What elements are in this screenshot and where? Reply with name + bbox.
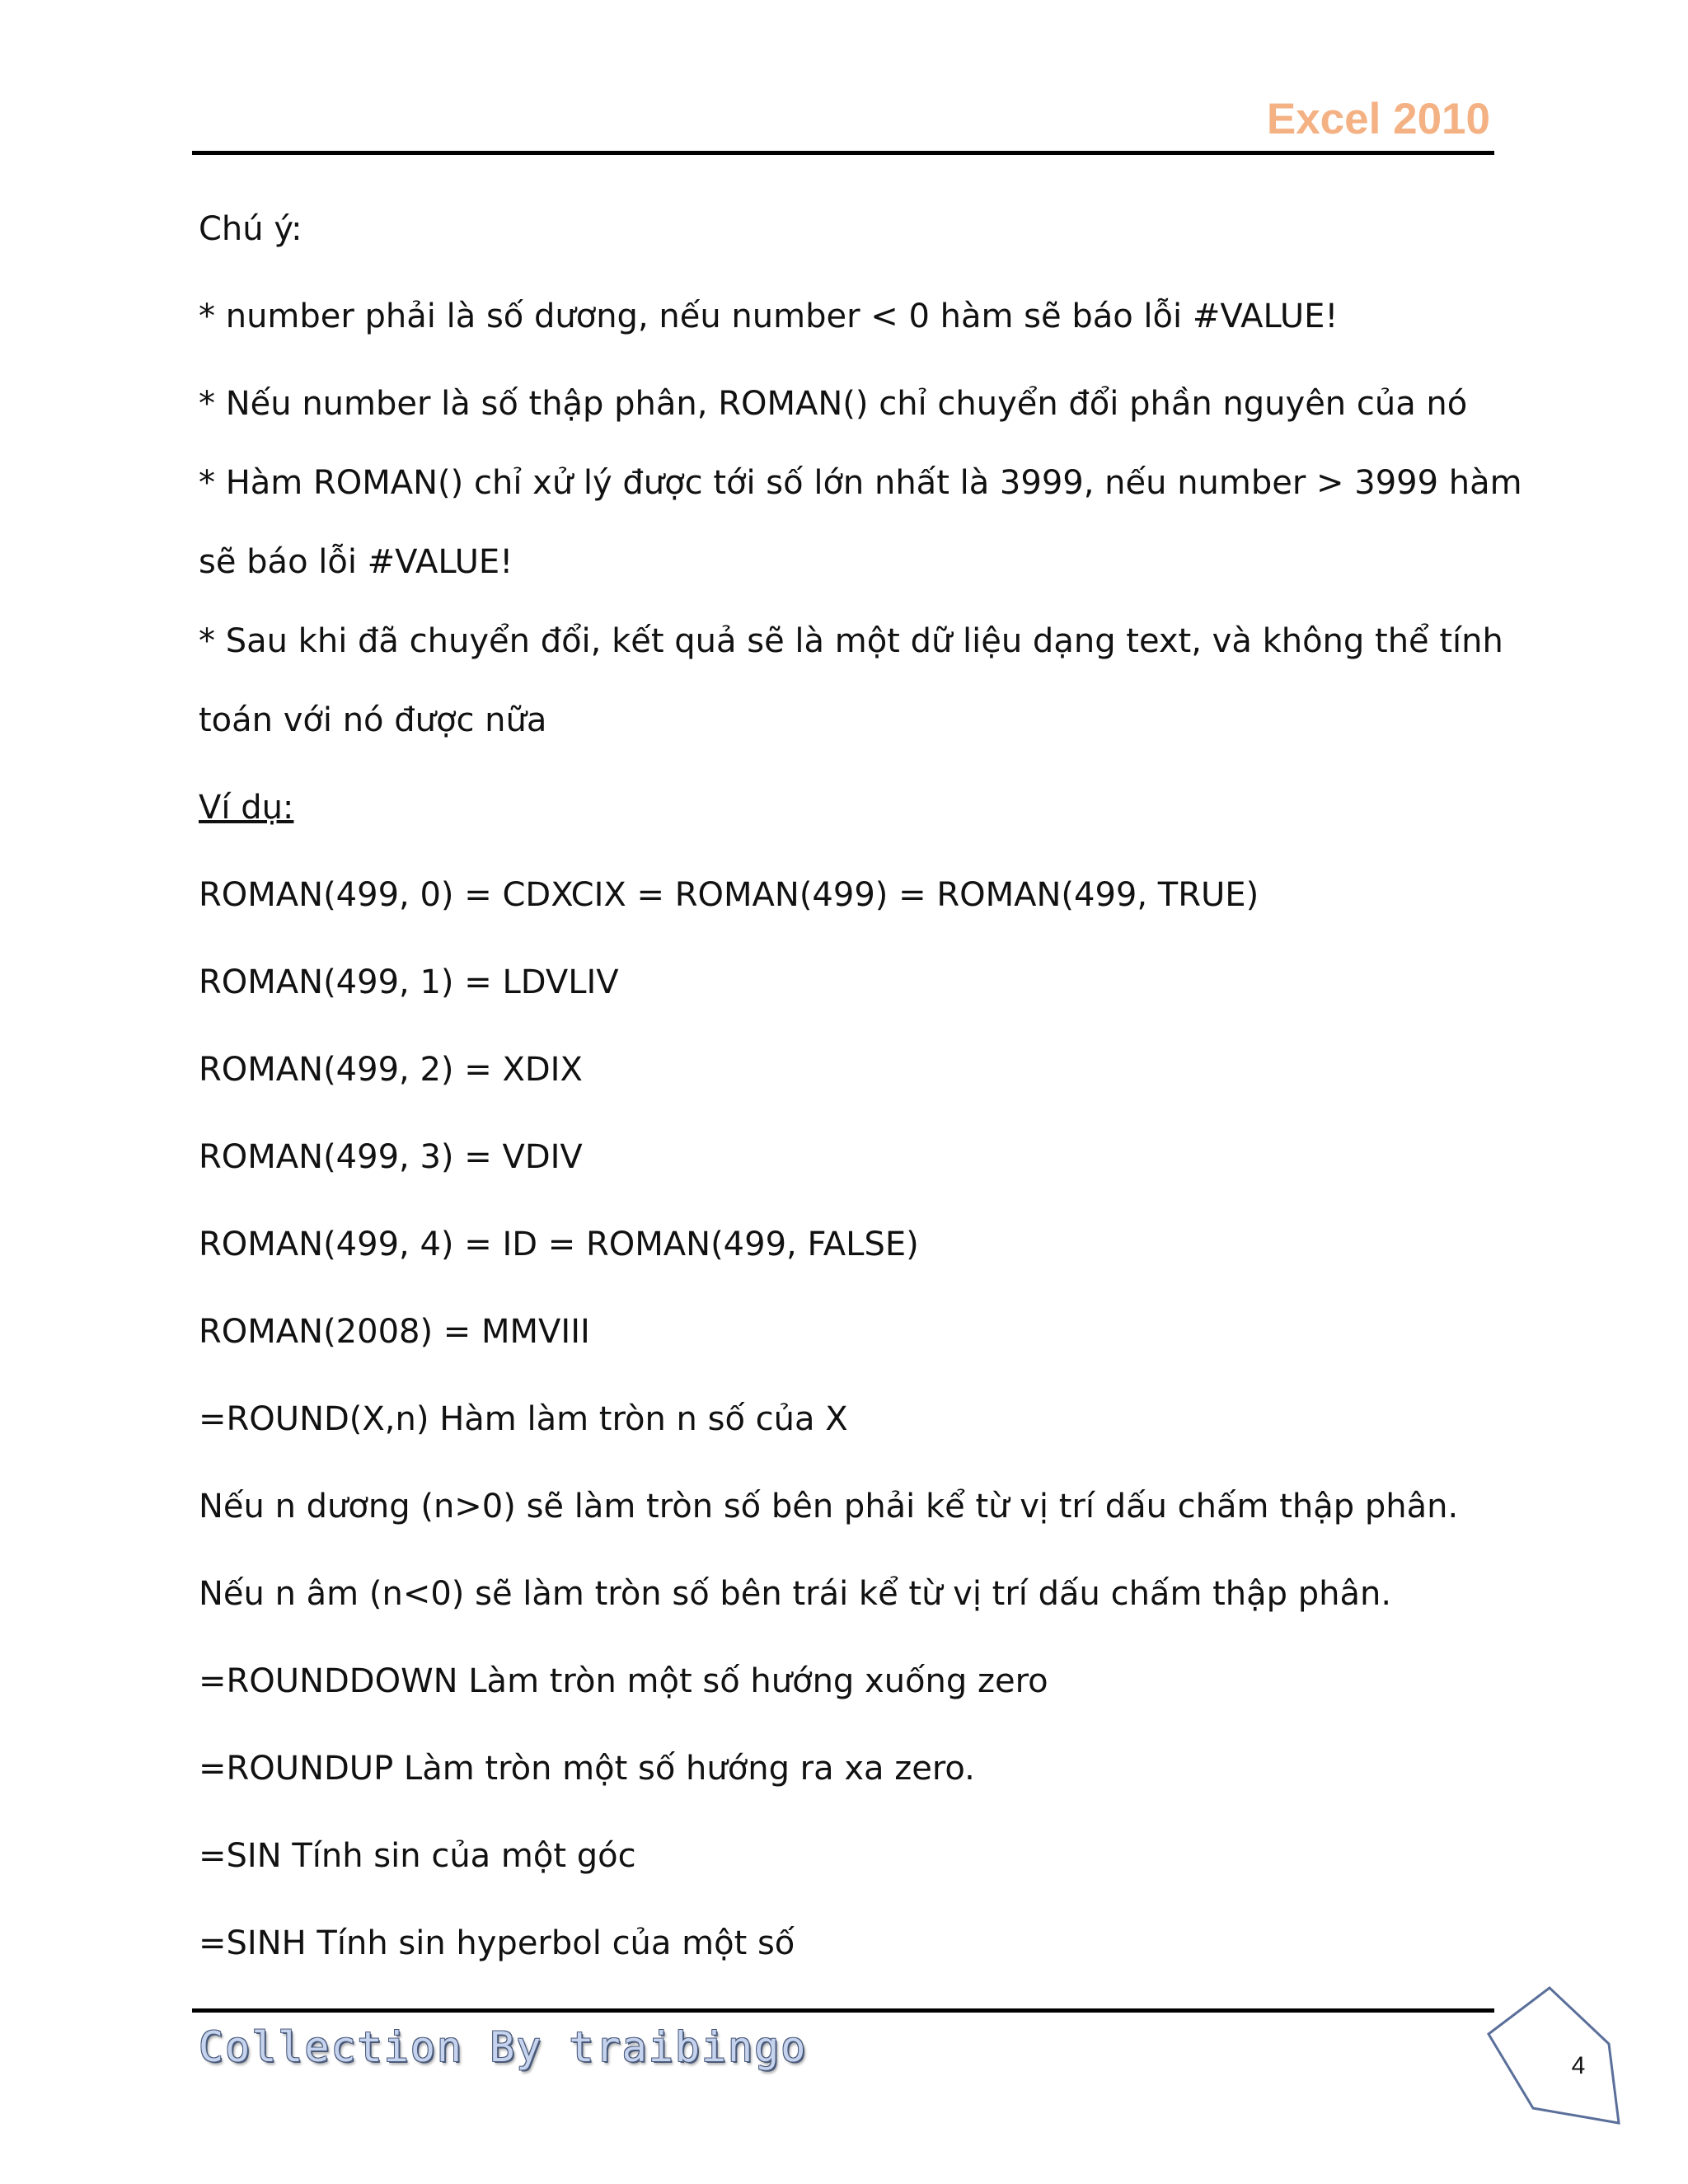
example-heading-text: Ví dụ: (199, 789, 294, 827)
note-line-positive: * number phải là số dương, nếu number < 0 hàm sẽ báo lỗi #VALUE! (199, 298, 1339, 335)
note-line-max-part1: * Hàm ROMAN() chỉ xử lý được tới số lớn nhất là 3999, nếu number > 3999 hàm (199, 464, 1522, 502)
example-line: ROMAN(499, 4) = ID = ROMAN(499, FALSE) (199, 1226, 919, 1263)
example-line: ROMAN(499, 3) = VDIV (199, 1138, 583, 1176)
example-heading (199, 764, 1484, 851)
round-negative-note: Nếu n âm (n<0) sẽ làm tròn số bên trái kể từ vị trí dấu chấm thập phân. (199, 1575, 1392, 1613)
example-line: ROMAN(499, 0) = CDXCIX = ROMAN(499) = ROMAN(499, TRUE) (199, 876, 1259, 914)
function-round: =ROUND(X,n) Hàm làm tròn n số của X (199, 1400, 848, 1438)
footer-credit: Collection By traibingo (199, 2023, 808, 2071)
function-sinh: =SINH Tính sin hyperbol của một số (199, 1924, 795, 1962)
note-line-text-part1: * Sau khi đã chuyển đổi, kết quả sẽ là một dữ liệu dạng text, và không thể tính (199, 622, 1503, 660)
note-line-max-part2: sẽ báo lỗi #VALUE! (199, 543, 513, 581)
page-content (199, 185, 1522, 1987)
header-divider (192, 151, 1494, 155)
footer-divider (192, 2008, 1494, 2013)
round-positive-note: Nếu n dương (n>0) sẽ làm tròn số bên phải kể từ vị trí dấu chấm thập phân. (199, 1488, 1459, 1526)
note-line-text-part2: toán với nó được nữa (199, 701, 547, 739)
example-line: ROMAN(2008) = MMVIII (199, 1313, 590, 1351)
function-rounddown: =ROUNDDOWN Làm tròn một số hướng xuống zero (199, 1662, 1048, 1700)
header-title: Excel 2010 (1266, 95, 1490, 143)
note-heading: Chú ý: (199, 210, 302, 248)
example-line: ROMAN(499, 1) = LDVLIV (199, 963, 619, 1001)
note-line-decimal: * Nếu number là số thập phân, ROMAN() chỉ chuyển đổi phần nguyên của nó (199, 385, 1468, 423)
function-roundup: =ROUNDUP Làm tròn một số hướng ra xa zero. (199, 1750, 975, 1788)
function-sin: =SIN Tính sin của một góc (199, 1837, 636, 1875)
example-line: ROMAN(499, 2) = XDIX (199, 1051, 583, 1089)
page-number: 4 (1571, 2052, 1586, 2079)
